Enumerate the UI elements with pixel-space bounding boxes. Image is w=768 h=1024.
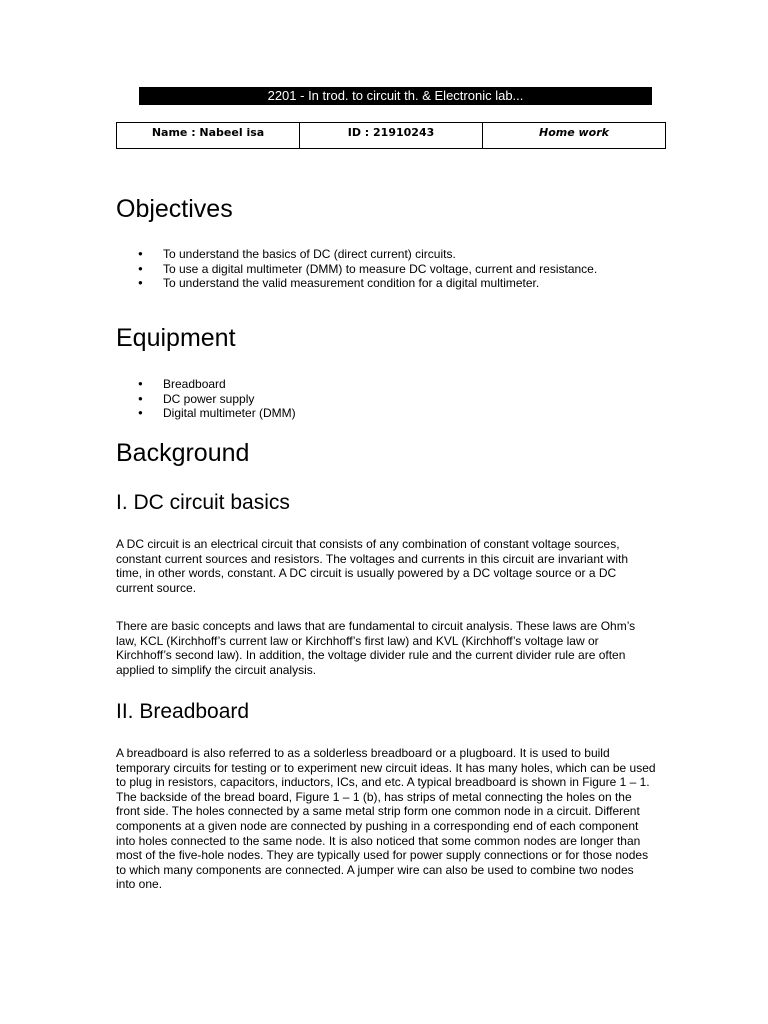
dc-basics-heading: I. DC circuit basics bbox=[116, 491, 290, 514]
objectives-heading: Objectives bbox=[116, 195, 233, 223]
list-item: ● To understand the basics of DC (direct current) circuits. bbox=[116, 247, 656, 262]
list-item: ● To understand the valid measurement condition for a digital multimeter. bbox=[116, 276, 656, 291]
dc-basics-paragraph-1: A DC circuit is an electrical circuit that consists of any combination of constant voltage sources, constant current sources and resistors. The voltages and currents in this circuit are invariant with time, in other words, constant. A DC circuit is usually powered by a DC voltage source or a DC current source. bbox=[116, 537, 629, 595]
breadboard-heading: II. Breadboard bbox=[116, 700, 250, 723]
equipment-list bbox=[116, 377, 656, 421]
student-info-table bbox=[116, 122, 666, 149]
student-id-cell: ID : 21910243 bbox=[300, 123, 483, 148]
list-item: ● DC power supply bbox=[116, 392, 656, 407]
list-item: ● To use a digital multimeter (DMM) to measure DC voltage, current and resistance. bbox=[116, 262, 656, 277]
objectives-list bbox=[116, 247, 656, 291]
dc-basics-paragraph-2: There are basic concepts and laws that are fundamental to circuit analysis. These laws are Ohm’s law, KCL (Kirchhoff’s current law or Kirchhoff’s first law) and KVL (Kirchhoff’s voltage law or Kirchhoff’s second law). In addition, the voltage divider rule and the current divider rule are often applied to simplify the circuit analysis. bbox=[116, 619, 636, 677]
list-item: ● Digital multimeter (DMM) bbox=[116, 406, 656, 421]
assignment-type-cell: Home work bbox=[539, 126, 609, 139]
equipment-heading: Equipment bbox=[116, 324, 236, 352]
breadboard-paragraph-1: A breadboard is also referred to as a solderless breadboard or a plugboard. It is used to build temporary circuits for testing or to experiment new circuit ideas. It has many holes, which can be used to plug in resistors, capacitors, inductors, ICs, and etc. A typical breadboard is shown in Figure 1 – 1. The backside of the bread board, Figure 1 – 1 (b), has strips of metal connecting the holes on the front side. The holes connected by a same metal strip form one common node in a circuit. Different components at a given node are connected by pushing in a corresponding end of each component into holes connected to the same node. It is also noticed that some common nodes are longer than most of the five-hole nodes. They are typically used for power supply connections or for those nodes to which many components are connected. A jumper wire can also be used to combine two nodes into one. bbox=[116, 746, 656, 892]
background-heading: Background bbox=[116, 439, 250, 467]
list-item: ● Breadboard bbox=[116, 377, 656, 392]
student-name-cell: Name : Nabeel isa bbox=[117, 123, 300, 148]
course-title-banner: 2201 - In trod. to circuit th. & Electronic lab... bbox=[139, 87, 652, 105]
